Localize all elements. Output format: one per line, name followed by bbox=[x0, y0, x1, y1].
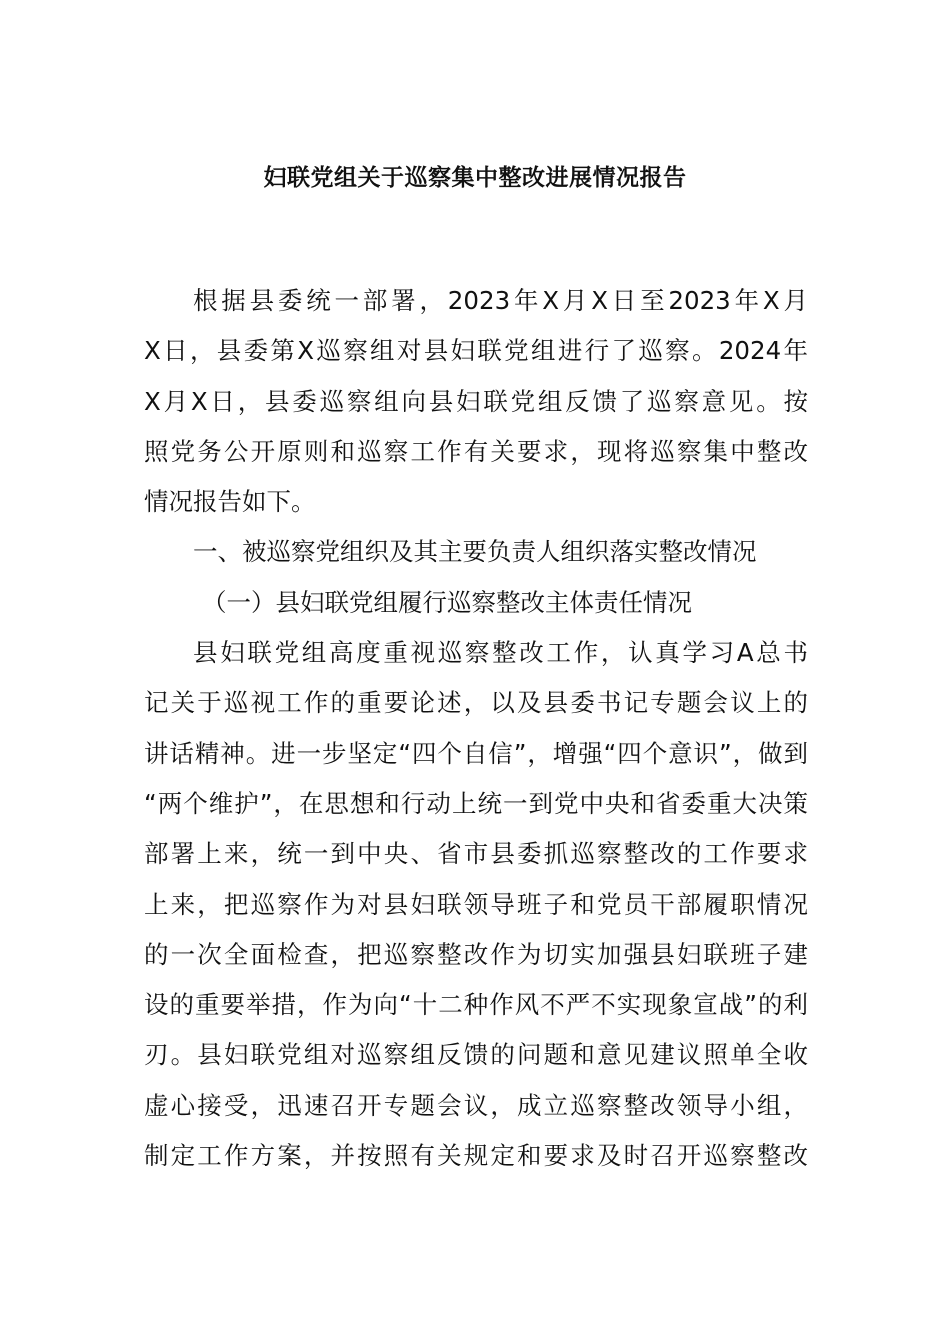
document-body bbox=[144, 276, 808, 1181]
paragraph-line: X月X日，县委巡察组向县妇联党组反馈了巡察意见。按 bbox=[144, 386, 808, 416]
paragraph-line: 制定工作方案，并按照有关规定和要求及时召开巡察整改 bbox=[144, 1141, 808, 1171]
paragraph-line: 照党务公开原则和巡察工作有关要求，现将巡察集中整改 bbox=[144, 436, 808, 466]
paragraph-line: 设的重要举措，作为向“十二种作风不严不实现象宣战”的利 bbox=[144, 990, 808, 1020]
paragraph-line: 刃。县妇联党组对巡察组反馈的问题和意见建议照单全收 bbox=[144, 1040, 808, 1070]
paragraph-line: 讲话精神。进一步坚定“四个自信”，增强“四个意识”，做到 bbox=[144, 738, 808, 768]
document-title: 妇联党组关于巡察集中整改进展情况报告 bbox=[263, 165, 687, 191]
subsection-heading: （一）县妇联党组履行巡察整改主体责任情况 bbox=[202, 587, 692, 617]
paragraph-line: 虚心接受，迅速召开专题会议，成立巡察整改领导小组， bbox=[144, 1090, 808, 1120]
paragraph-line: 的一次全面检查，把巡察整改作为切实加强县妇联班子建 bbox=[144, 939, 808, 969]
paragraph-line: 上来，把巡察作为对县妇联领导班子和党员干部履职情况 bbox=[144, 889, 808, 919]
paragraph-line: 部署上来，统一到中央、省市县委抓巡察整改的工作要求 bbox=[144, 839, 808, 869]
paragraph-line: “两个维护”，在思想和行动上统一到党中央和省委重大决策 bbox=[144, 788, 808, 818]
paragraph-line: 情况报告如下。 bbox=[144, 487, 316, 517]
paragraph-line: 县妇联党组高度重视巡察整改工作，认真学习A总书 bbox=[193, 638, 808, 668]
paragraph-line: X日，县委第X巡察组对县妇联党组进行了巡察。2024年 bbox=[144, 336, 808, 366]
paragraph-line: 记关于巡视工作的重要论述，以及县委书记专题会议上的 bbox=[144, 688, 808, 718]
section-heading: 一、被巡察党组织及其主要负责人组织落实整改情况 bbox=[193, 537, 757, 567]
paragraph-line: 根据县委统一部署，2023年X月X日至2023年X月 bbox=[193, 286, 808, 315]
